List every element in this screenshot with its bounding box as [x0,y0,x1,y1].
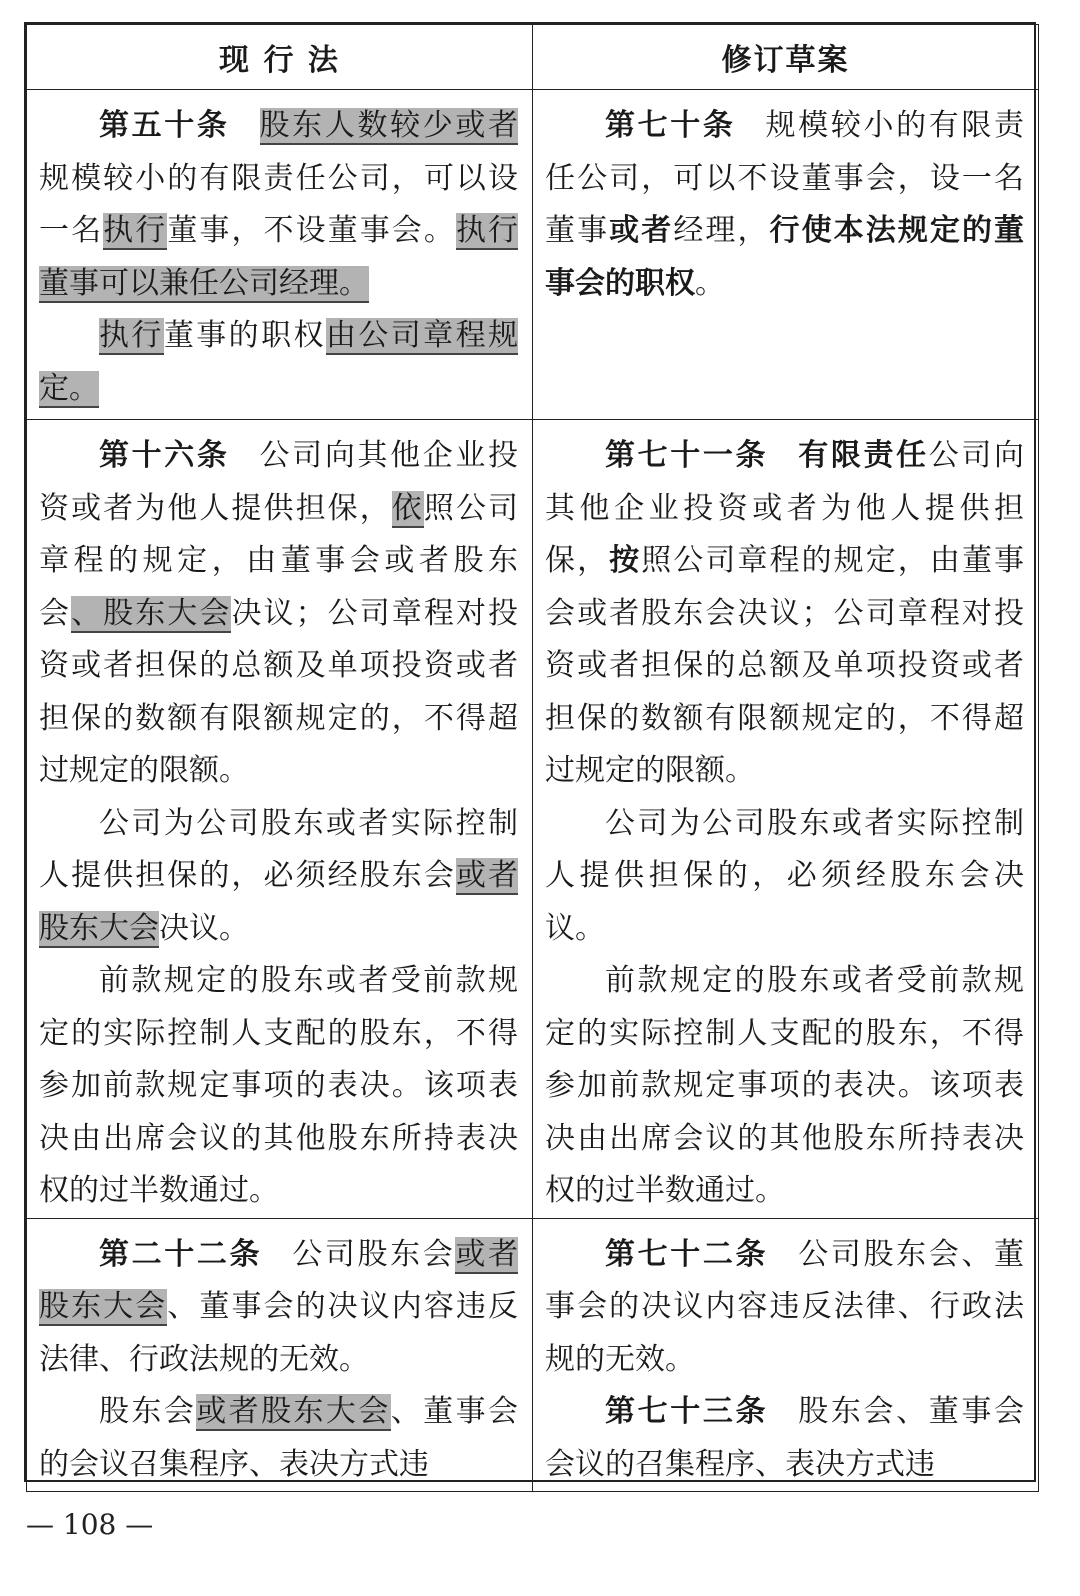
paragraph [39,100,518,310]
text-span: 公司股东会、董事会的决议内容违反法律、行政法规的无效。 [545,1236,1025,1377]
article-text [27,420,532,1218]
text-span: 股东会、董事会会议的召集程序、表决方式违 [545,1394,1025,1482]
article-number: 第五十条 [99,108,230,143]
article-number: 第七十条 [605,108,736,143]
text-span: 。 [695,265,725,301]
table-row [27,90,1039,420]
header-current-law: 现 行 法 [27,25,533,90]
paragraph [545,1386,1024,1491]
article-number: 第二十二条 [99,1236,263,1272]
article-text [533,90,1038,310]
current-law-cell [27,90,533,420]
article-text [27,90,532,415]
paragraph [39,1386,518,1491]
text-span: 前款规定的股东或者受前款规定的实际控制人支配的股东，不得参加前款规定事项的表决。该项表决由出席会议的其他股东所持表决权的过半数通过。 [545,963,1024,1208]
current-law-cell [27,420,533,1219]
paragraph [545,798,1024,956]
paragraph [545,430,1024,798]
text-span: 规模较小的有限责任公司，可以不设董事会，设一名董事 [545,108,1025,248]
text-span: 决议。 [159,910,249,946]
paragraph [39,310,518,415]
text-span: 规模较小的有限责任公司，可以设一名 [39,160,518,248]
added-text-bold: 按 [609,543,642,578]
deleted-text-highlight: 由公司章程规定。 [39,318,519,406]
deleted-text-highlight: 执行董事可以兼任公司经理。 [39,213,519,301]
article-number: 第七十三条 [605,1394,769,1429]
added-text-bold: 或者 [609,213,674,248]
deleted-text-highlight: 依 [391,490,424,526]
paragraph [39,798,518,956]
table-row [27,1218,1039,1492]
text-span: 公司为公司股东或者实际控制人提供担保的，必须经股东会决议。 [545,805,1024,946]
current-law-cell [27,1218,533,1492]
paragraph [545,955,1024,1218]
deleted-text-highlight: 股东人数较少或者 [259,108,519,143]
comparison-table-frame [24,22,1036,1482]
deleted-text-highlight: 、股东大会 [71,595,232,631]
added-text-bold: 行使本法规定的董事会的职权 [545,213,1025,301]
paragraph [39,430,518,798]
text-span: 照公司章程的规定，由董事会或者股东会 [39,490,519,631]
paragraph [39,955,518,1218]
paragraph [39,1229,518,1387]
text-span: 经理， [673,213,770,248]
paragraph [545,1229,1024,1387]
article-number: 第七十二条 [605,1236,769,1272]
page-number: — 108 — [26,1508,154,1541]
deleted-text-highlight: 执行 [99,318,164,353]
text-span: 公司向其他企业投资或者为他人提供担保， [545,438,1025,578]
article-text [533,1219,1038,1492]
deleted-text-highlight: 或者股东大会 [39,1236,519,1324]
text-span: 股东会 [99,1394,197,1429]
header-row [27,25,1039,90]
text-span: 董事的职权 [163,318,326,353]
draft-cell [533,420,1039,1219]
text-span: 决议；公司章程对投资或者担保的总额及单项投资或者担保的数额有限额规定的，不得超过规定的限额。 [39,595,519,788]
article-number: 第十六条 [99,438,230,473]
header-draft: 修订草案 [533,25,1039,90]
article-text [27,1219,532,1492]
text-span: 、董事会的会议召集程序、表决方式违 [39,1394,518,1482]
deleted-text-highlight: 或者股东大会 [196,1394,391,1429]
text-span: 前款规定的股东或者受前款规定的实际控制人支配的股东，不得参加前款规定事项的表决。该项表决由出席会议的其他股东所持表决权的过半数通过。 [39,963,518,1208]
table-row [27,420,1039,1219]
text-span: 董事，不设董事会。 [167,213,456,248]
paragraph [545,100,1024,310]
text-span: 、董事会的决议内容违反法律、行政法规的无效。 [39,1289,519,1377]
text-span: 公司为公司股东或者实际控制人提供担保的，必须经股东会 [39,805,518,893]
comparison-table [26,24,1039,1492]
text-span: 公司股东会 [292,1236,456,1272]
article-text [533,420,1038,1218]
deleted-text-highlight: 执行 [103,213,168,248]
draft-cell [533,1218,1039,1492]
added-text-bold: 有限责任 [798,438,929,473]
text-span: 公司向其他企业投资或者为他人提供担保， [39,438,519,526]
text-span: 照公司章程的规定，由董事会或者股东会决议；公司章程对投资或者担保的总额及单项投资或者担保的数额有限额规定的，不得超过规定的限额。 [545,543,1025,788]
deleted-text-highlight: 或者股东大会 [39,858,519,946]
article-number: 第七十一条 [605,438,769,473]
draft-cell [533,90,1039,420]
